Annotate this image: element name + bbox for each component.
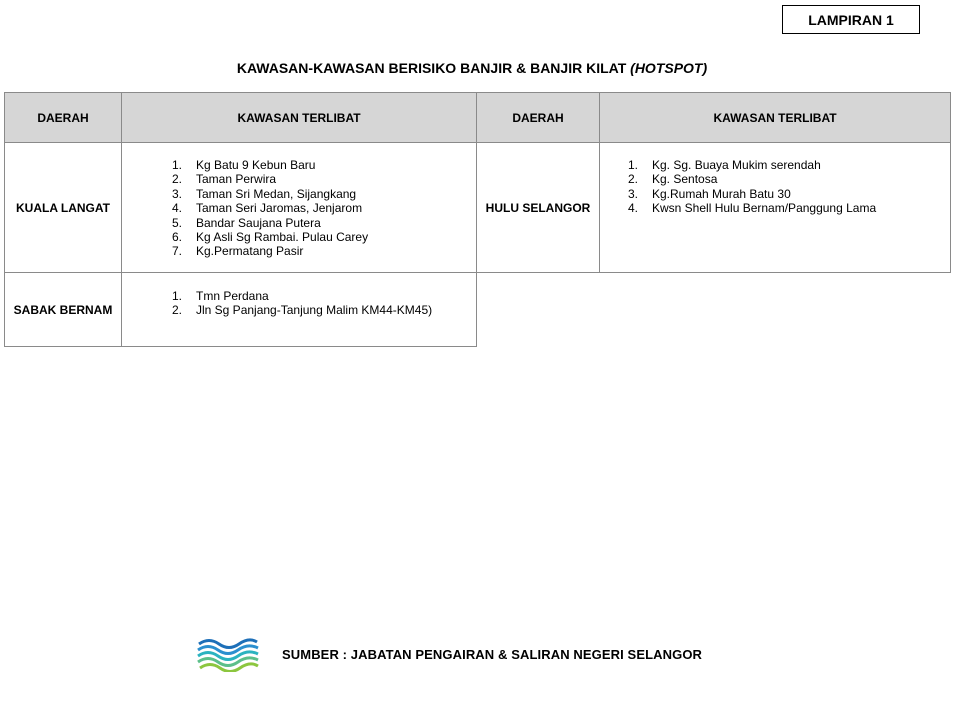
list-item	[628, 172, 950, 186]
list-item-text: Kg.Rumah Murah Batu 30	[652, 186, 791, 201]
list-item-number: 4.	[172, 201, 183, 216]
list-item-number: 7.	[172, 244, 183, 259]
list-item	[172, 230, 476, 244]
list-item-number: 5.	[172, 215, 183, 230]
list-item	[172, 187, 476, 201]
list-item-number: 1.	[172, 289, 183, 303]
list-item-text: Kg Batu 9 Kebun Baru	[196, 158, 316, 172]
list-item	[172, 201, 476, 215]
appendix-label: LAMPIRAN 1	[782, 5, 920, 34]
list-item-text: Kg.Permatang Pasir	[196, 244, 304, 259]
list-item-text: Taman Seri Jaromas, Jenjarom	[196, 201, 363, 216]
jps-wave-logo-icon	[196, 636, 260, 672]
list-item-number: 2.	[628, 172, 639, 187]
list-item-text: Kwsn Shell Hulu Bernam/Panggung Lama	[652, 201, 877, 216]
source-footer	[196, 636, 702, 672]
district-sabak-bernam: SABAK BERNAM	[5, 273, 122, 347]
district-kuala-langat: KUALA LANGAT	[5, 143, 122, 273]
areas-hulu-selangor	[600, 143, 951, 273]
list-item-number: 6.	[172, 230, 183, 245]
list-item	[172, 158, 476, 172]
list-item-number: 1.	[172, 158, 183, 172]
list-item-text: Jln Sg Panjang-Tanjung Malim KM44-KM45)	[196, 303, 433, 318]
list-item-number: 3.	[628, 186, 639, 201]
list-item	[172, 289, 476, 303]
list-item	[628, 201, 950, 215]
list-item-text: Tmn Perdana	[196, 289, 269, 303]
list-item	[172, 172, 476, 186]
list-item	[628, 158, 950, 172]
title-hotspot: (HOTSPOT)	[630, 60, 708, 76]
list-item-text: Taman Perwira	[196, 172, 277, 187]
title-main: KAWASAN-KAWASAN BERISIKO BANJIR & BANJIR KILAT	[236, 60, 631, 76]
list-item	[172, 216, 476, 230]
list-item-text: Taman Sri Medan, Sijangkang	[196, 186, 357, 201]
list-item-number: 2.	[172, 303, 183, 318]
table-row	[5, 273, 951, 347]
table-header-row	[5, 93, 951, 143]
areas-sabak-bernam	[122, 273, 477, 347]
list-item	[172, 244, 476, 258]
list-item-number: 3.	[172, 186, 183, 201]
list-item	[172, 303, 476, 317]
list-item-text: Kg. Sentosa	[652, 172, 718, 187]
list-item-number: 1.	[628, 158, 639, 172]
list-item-text: Kg Asli Sg Rambai. Pulau Carey	[196, 230, 369, 245]
table-row	[5, 143, 951, 273]
header-daerah: DAERAH	[5, 93, 122, 143]
header-kawasan: KAWASAN TERLIBAT	[600, 93, 951, 143]
source-text: SUMBER : JABATAN PENGAIRAN & SALIRAN NEGERI SELANGOR	[282, 646, 703, 662]
empty-cell	[477, 273, 951, 347]
district-hulu-selangor: HULU SELANGOR	[477, 143, 600, 273]
list-item-number: 4.	[628, 201, 639, 216]
page-title	[0, 60, 944, 76]
header-kawasan: KAWASAN TERLIBAT	[122, 93, 477, 143]
flood-hotspot-table	[4, 92, 951, 347]
areas-kuala-langat	[122, 143, 477, 273]
list-item	[628, 187, 950, 201]
list-item-number: 2.	[172, 172, 183, 187]
list-item-text: Bandar Saujana Putera	[196, 215, 321, 230]
list-item-text: Kg. Sg. Buaya Mukim serendah	[652, 158, 821, 172]
header-daerah: DAERAH	[477, 93, 600, 143]
